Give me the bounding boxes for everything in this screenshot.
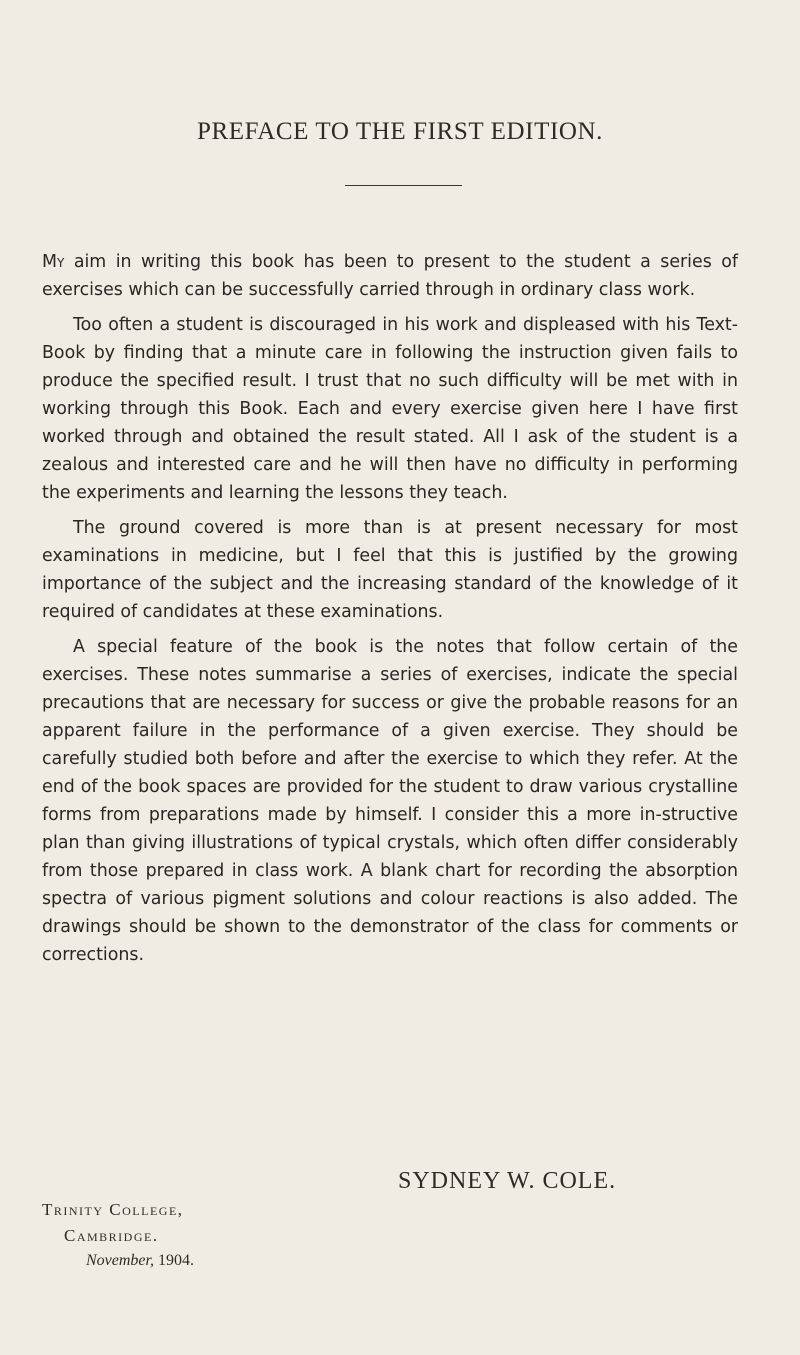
title-divider	[345, 185, 462, 186]
opening-word: My	[42, 252, 65, 272]
date-year: 1904.	[153, 1252, 194, 1269]
page-title: PREFACE TO THE FIRST EDITION.	[196, 118, 604, 145]
paragraph-2: Too often a student is discouraged in his work and displeased with his Text-Book by finding that a minute care in following the instruction given fails to produce the specified result. I trust that no such difficulty will be met with in working through this Book. Each and every exercise given here I have first worked through and obtained the result stated. All I ask of the student is a zealous and interested care and he will then have no difficulty in performing the experiments and learning the lessons they teach.	[42, 315, 738, 503]
paragraph-4: A special feature of the book is the notes that follow certain of the exercises. These notes summarise a series of exercises, indicate the special precautions that are necessary for success or give the probable reasons for an apparent failure in the performance of a given exercise. They should be carefully studied both before and after the exercise to which they refer. At the end of the book spaces are provided for the student to draw various crystalline forms from preparations made by himself. I consider this a more in-structive plan than giving illustrations of typical crystals, which often differ considerably from those prepared in class work. A blank chart for recording the absorption spectra of various pigment solutions and colour reactions is also added. The drawings should be shown to the demonstrator of the class for comments or corrections.	[42, 637, 738, 965]
paragraph-3: The ground covered is more than is at present necessary for most examinations in medicine, but I feel that this is justified by the growing importance of the subject and the increasing standard of the knowledge of it required of candidates at these examinations.	[42, 518, 738, 622]
preface-body	[42, 248, 738, 976]
author-signature: SYDNEY W. COLE.	[398, 1168, 617, 1194]
address-college: Trinity College,	[42, 1200, 184, 1219]
address-city: Cambridge.	[64, 1226, 159, 1245]
date-line	[86, 1252, 194, 1270]
paragraph-1	[42, 248, 738, 304]
paragraph-1-text: aim in writing this book has been to present to the student a series of exercises which can be successfully carried through in ordinary class work.	[42, 252, 738, 300]
date-month: November,	[86, 1252, 154, 1269]
